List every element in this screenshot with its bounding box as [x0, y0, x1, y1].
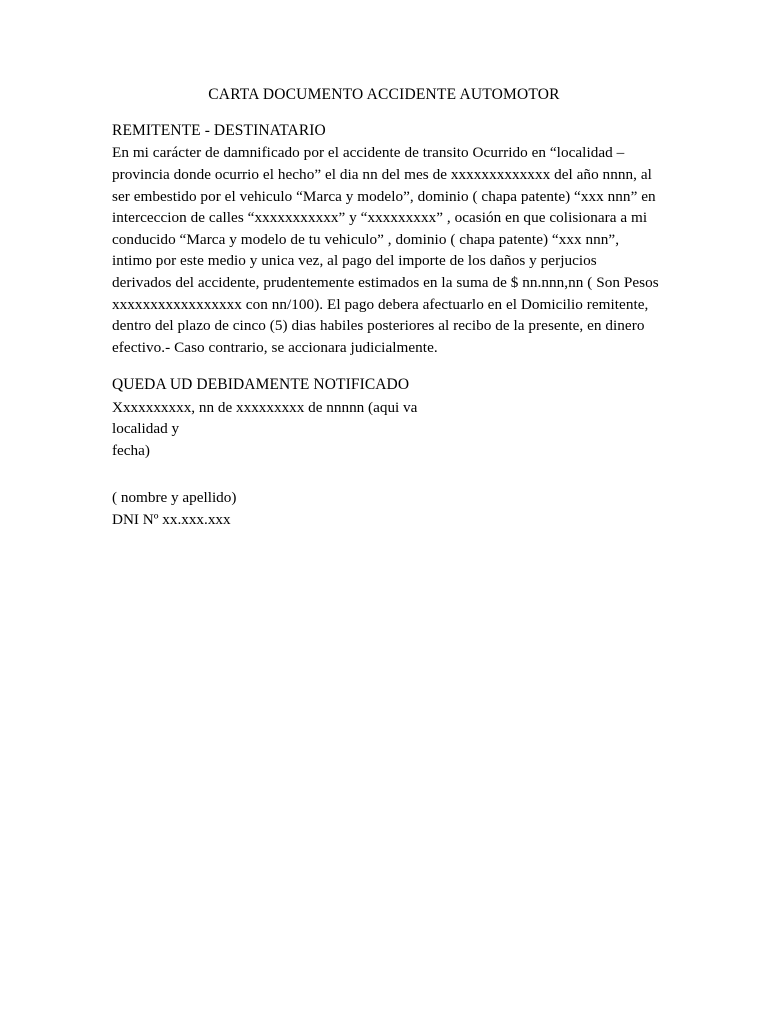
signature-spacer — [112, 461, 660, 487]
place-date-line-1: Xxxxxxxxxx, nn de xxxxxxxxx de nnnnn (aqui va — [112, 398, 418, 416]
signature-name-line: ( nombre y apellido) — [112, 489, 237, 507]
main-paragraph: En mi carácter de damnificado por el accidente de transito Ocurrido en “localidad – provincia donde ocurrio el hecho” el dia nn del mes de xxxxxxxxxxxxx del año nnnn, al ser embestido por el vehiculo “Marca y modelo”, dominio ( chapa patente) “xxx nnn” en interceccion de calles “xxxxxxxxxxx” y “xxxxxxxxx” , ocasión en que colisionara a mi conducido “Marca y modelo de tu vehiculo” , dominio ( chapa patente) “xxx nnn”, intimo por este medio y unica vez, al pago del importe de los daños y perjucios derivados del accidente, prudentemente estimados en la suma de $ nn.nnn,nn ( Son Pesos xxxxxxxxxxxxxxxxx con nn/100). El pago debera afectuarlo en el Domicilio remitente, dentro del plazo de cinco (5) dias habiles posteriores al recibo de la presente, en dinero efectivo.- Caso contrario, se accionara judicialmente. — [112, 144, 659, 356]
paragraph-spacer — [112, 358, 660, 374]
signature-dni-line: DNI Nº xx.xxx.xxx — [112, 511, 231, 529]
section-heading-remitente: REMITENTE - DESTINATARIO — [112, 122, 326, 139]
page-title: CARTA DOCUMENTO ACCIDENTE AUTOMOTOR — [208, 86, 560, 103]
document-body — [112, 120, 660, 531]
place-date-line-3: fecha) — [112, 441, 150, 459]
place-date-line-2: localidad y — [112, 420, 180, 438]
section-heading-notificado: QUEDA UD DEBIDAMENTE NOTIFICADO — [112, 376, 410, 394]
